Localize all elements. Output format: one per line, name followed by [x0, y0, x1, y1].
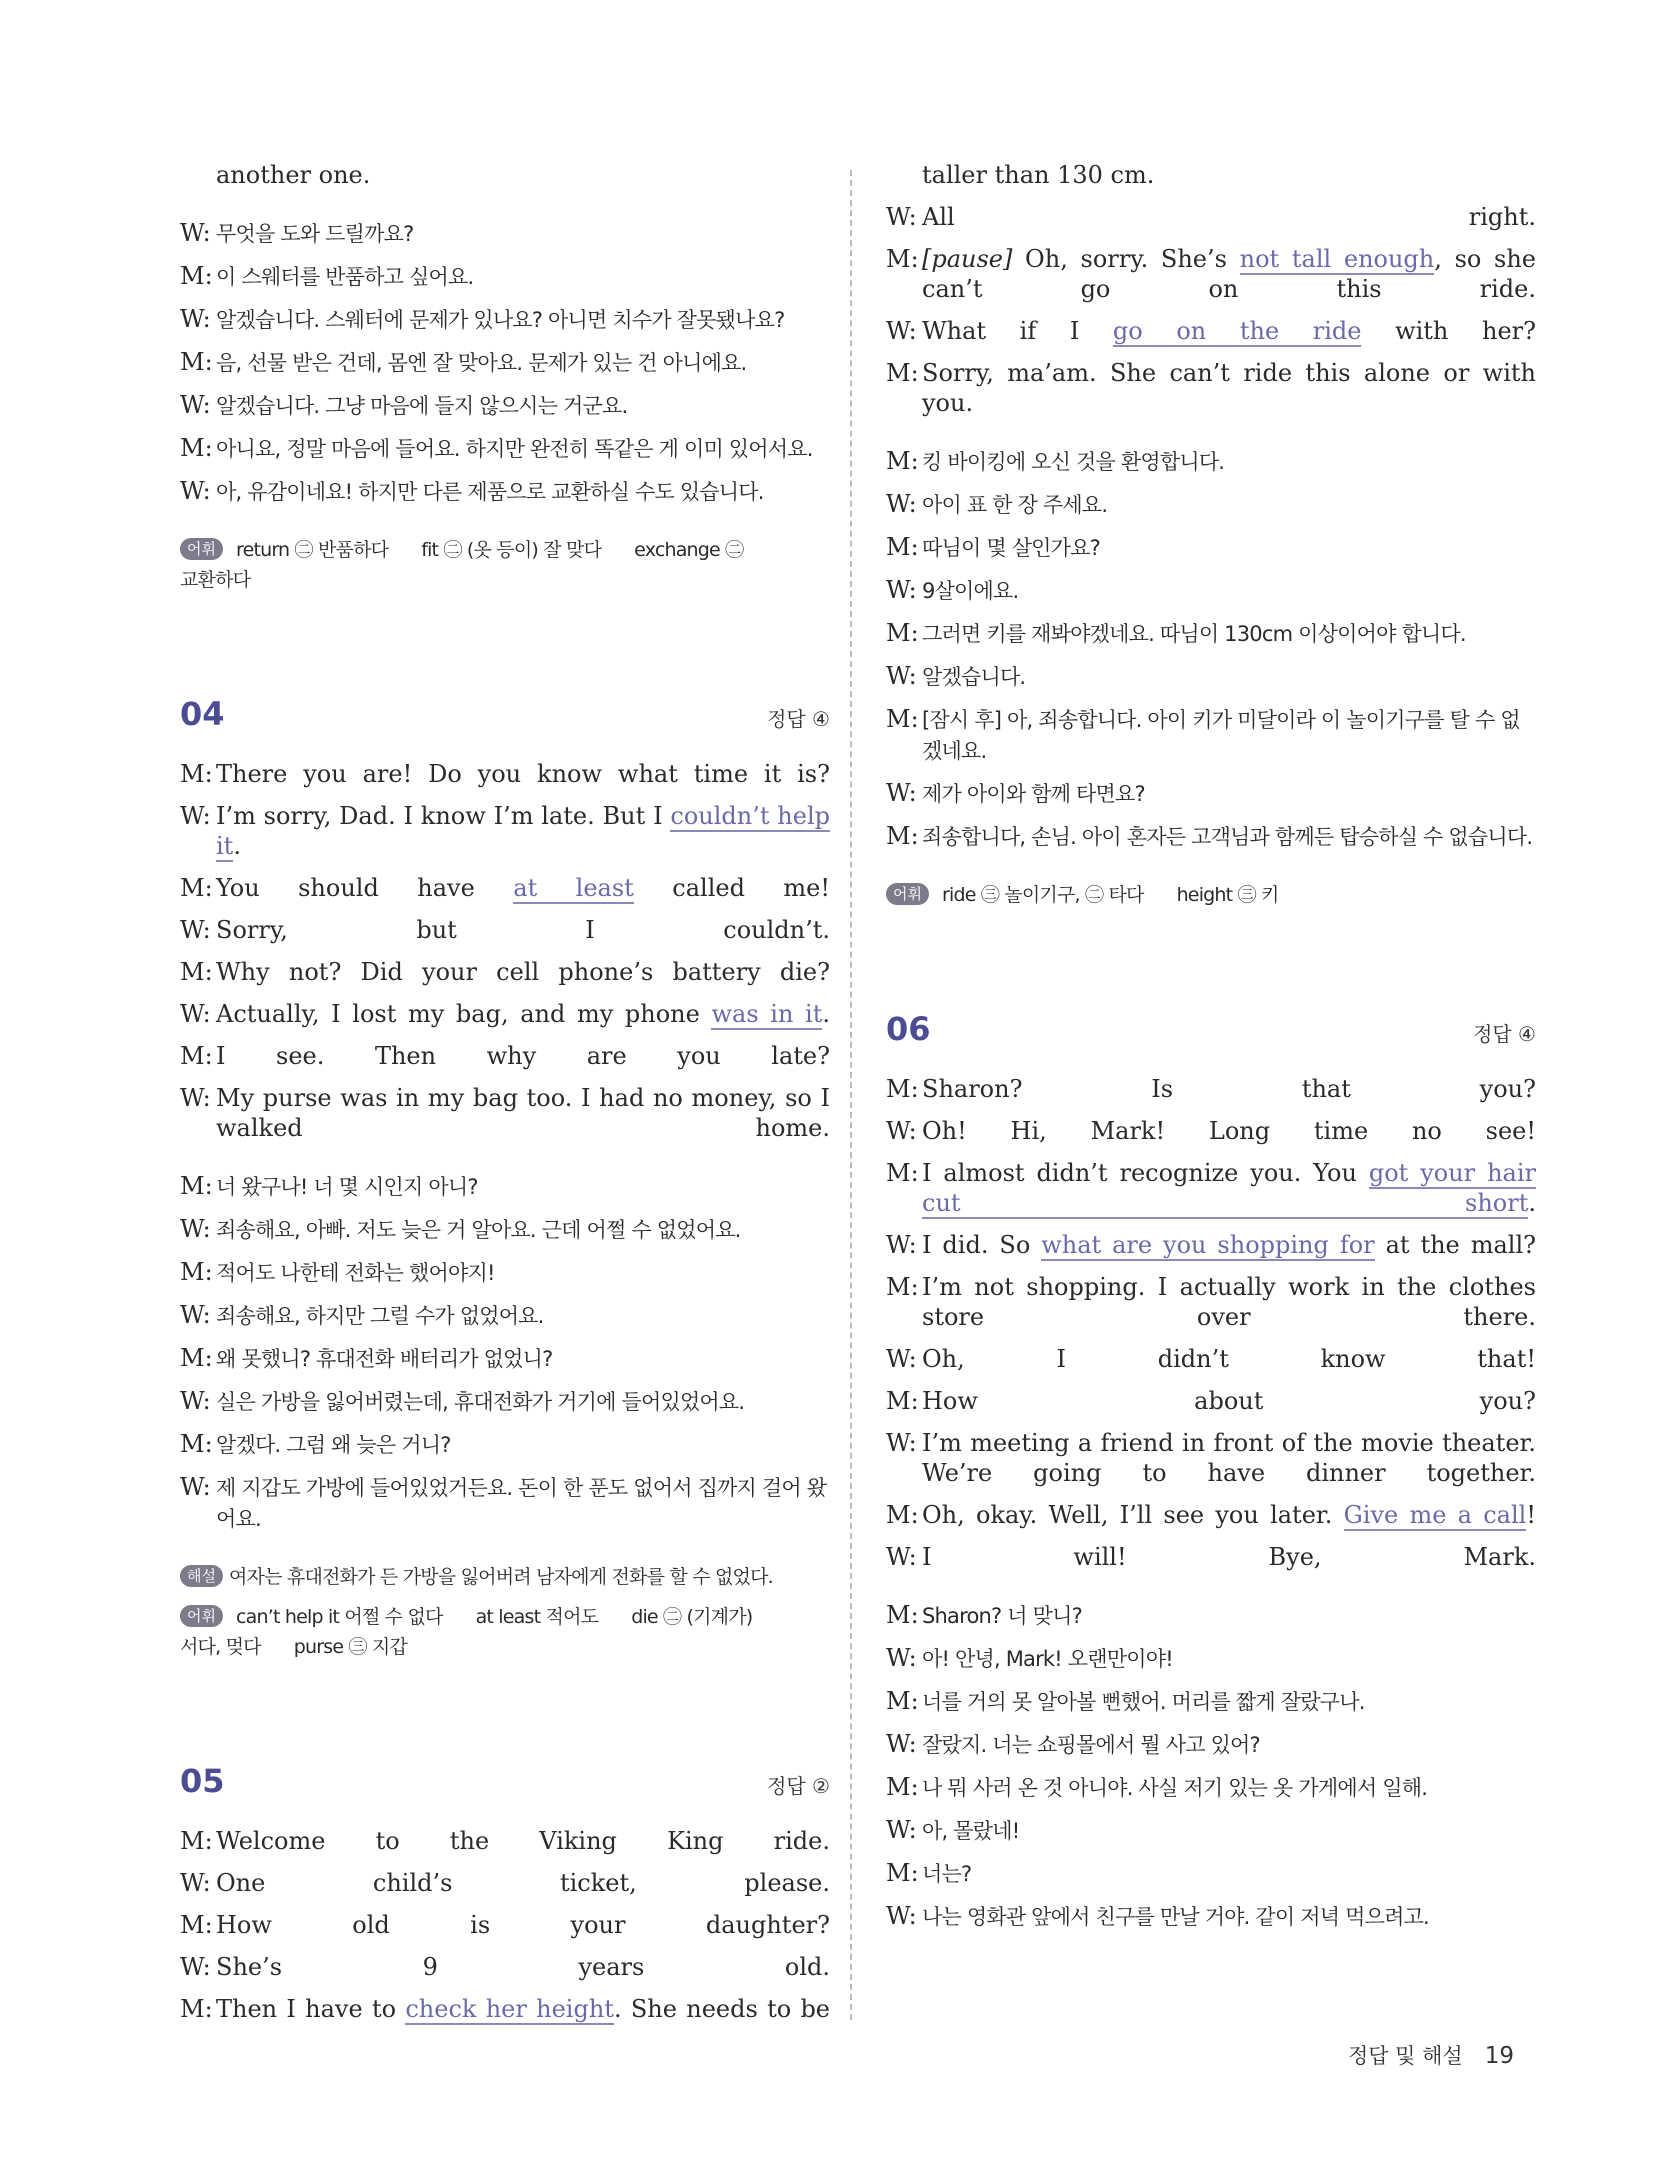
speaker-label: W: — [180, 219, 211, 247]
translation-line — [886, 575, 1536, 606]
key-phrase: Give me a call — [1343, 1501, 1527, 1529]
dialogue-line — [180, 1868, 830, 1898]
english-dialogue-05 — [180, 1826, 830, 2024]
dialogue-line — [180, 801, 830, 861]
speaker-label: W: — [886, 779, 917, 807]
translation-text: 나는 영화관 앞에서 친구를 만날 거야. 같이 저녁 먹으려고. — [922, 1905, 1429, 1929]
speaker-label: W: — [180, 1215, 211, 1243]
dialogue-text: What if I — [922, 317, 1113, 345]
translation-text: 아이 표 한 장 주세요. — [922, 493, 1108, 517]
translation-text: 죄송해요, 하지만 그럴 수가 없었어요. — [216, 1304, 544, 1328]
speaker-label: M: — [886, 359, 919, 387]
speaker-label: M: — [886, 1501, 919, 1529]
translation-line — [886, 1815, 1536, 1846]
dialogue-text: Sorry, but I couldn’t. — [216, 916, 830, 944]
dialogue-line — [886, 358, 1536, 418]
speaker-label: M: — [180, 434, 213, 462]
korean-translation-06 — [886, 1600, 1536, 1932]
answer-label: 정답 ④ — [767, 707, 830, 731]
dialogue-line — [886, 1116, 1536, 1146]
speaker-label: W: — [886, 317, 917, 345]
dialogue-text: One child’s ticket, please. — [216, 1869, 830, 1897]
translation-text: 죄송해요, 아빠. 저도 늦은 거 알아요. 근데 어쩔 수 없었어요. — [216, 1218, 741, 1242]
translation-line — [180, 261, 830, 292]
speaker-label: W: — [180, 1953, 211, 1981]
speaker-label: W: — [886, 1902, 917, 1930]
speaker-label: M: — [886, 1273, 919, 1301]
speaker-label: W: — [180, 1000, 211, 1028]
translation-text: 너는? — [922, 1862, 972, 1886]
dialogue-text: I will! Bye, Mark. — [922, 1543, 1536, 1571]
translation-line — [180, 1214, 830, 1245]
speaker-label: M: — [886, 1773, 919, 1801]
dialogue-text: There you are! Do you know what time it is? — [216, 760, 830, 788]
section-number: 04 — [180, 695, 225, 733]
dialogue-text: with her? — [1361, 317, 1536, 345]
translation-line — [180, 1429, 830, 1460]
dialogue-line — [180, 1083, 830, 1143]
speaker-label: W: — [180, 802, 211, 830]
translation-text: 너 왔구나! 너 몇 시인지 아니? — [216, 1175, 478, 1199]
speaker-label: M: — [886, 1601, 919, 1629]
dialogue-text: , so she can’t go on this ride. — [922, 245, 1536, 303]
dialogue-text: Sorry, ma’am. She can’t ride this alone or with you. — [922, 359, 1536, 417]
dialogue-text: . — [822, 1000, 830, 1028]
translation-line — [886, 532, 1536, 563]
dialogue-line — [886, 1500, 1536, 1530]
speaker-label: M: — [886, 1387, 919, 1415]
page-footer — [1348, 2040, 1514, 2070]
dialogue-text: She’s 9 years old. — [216, 1953, 830, 1981]
dialogue-line — [886, 316, 1536, 346]
dialogue-text: Oh, I didn’t know that! — [922, 1345, 1536, 1373]
dialogue-text: Welcome to the Viking King ride. — [216, 1827, 830, 1855]
speaker-label: W: — [886, 1345, 917, 1373]
dialogue-line — [886, 1344, 1536, 1374]
dialogue-line — [886, 1428, 1536, 1488]
translation-line — [886, 821, 1536, 852]
dialogue-text: I see. Then why are you late? — [216, 1042, 830, 1070]
translation-line — [886, 446, 1536, 477]
dialogue-line — [886, 1230, 1536, 1260]
dialogue-text: Actually, I lost my bag, and my phone — [216, 1000, 712, 1028]
section-number: 05 — [180, 1762, 225, 1800]
translation-line — [886, 1600, 1536, 1631]
translation-text: 왜 못했니? 휴대전화 배터리가 없었니? — [216, 1347, 553, 1371]
translation-text: 알겠다. 그럼 왜 늦은 거니? — [216, 1433, 451, 1457]
translation-text: 적어도 나한테 전화는 했어야지! — [216, 1261, 495, 1285]
translation-line — [180, 433, 830, 464]
answer-label: 정답 ② — [767, 1774, 830, 1798]
key-phrase: what are you shopping for — [1041, 1231, 1375, 1259]
speaker-label: M: — [886, 619, 919, 647]
translation-line — [180, 1386, 830, 1417]
key-phrase: not tall enough — [1239, 245, 1435, 273]
dialogue-text: You should have — [216, 874, 514, 902]
speaker-label: W: — [180, 1301, 211, 1329]
translation-line — [180, 304, 830, 335]
dialogue-text: Then I have to — [216, 1995, 406, 2023]
translation-line — [180, 476, 830, 507]
dialogue-line — [886, 1542, 1536, 1572]
translation-text: 아, 몰랐네! — [922, 1819, 1020, 1843]
continued-line: taller than 130 cm. — [922, 161, 1155, 189]
speaker-label: W: — [180, 1387, 211, 1415]
speaker-label: W: — [180, 477, 211, 505]
section-06-header — [886, 1010, 1536, 1060]
translation-text: 그러면 키를 재봐야겠네요. 따님이 130cm 이상이어야 합니다. — [922, 622, 1466, 646]
korean-translation-03 — [180, 218, 830, 507]
dialogue-line — [886, 202, 1536, 232]
footer-label: 정답 및 해설 — [1347, 2044, 1463, 2068]
translation-text: 알겠습니다. 스웨터에 문제가 있나요? 아니면 치수가 잘못됐나요? — [216, 308, 785, 332]
english-dialogue-05-cont — [886, 202, 1536, 418]
speaker-label: W: — [180, 1084, 211, 1112]
vocab-badge: 어휘 — [180, 538, 223, 560]
translation-text: 너를 거의 못 알아볼 뻔했어. 머리를 짧게 잘랐구나. — [922, 1690, 1365, 1714]
dialogue-text: I almost didn’t recognize you. You — [922, 1159, 1369, 1187]
speaker-label: W: — [886, 1231, 917, 1259]
column-divider — [850, 170, 852, 2020]
translation-text: 알겠습니다. — [922, 665, 1026, 689]
speaker-label: W: — [886, 662, 917, 690]
dialogue-text: . — [1528, 1189, 1536, 1217]
speaker-label: M: — [180, 1042, 213, 1070]
translation-text: 이 스웨터를 반품하고 싶어요. — [216, 265, 474, 289]
dialogue-line — [886, 1272, 1536, 1332]
speaker-label: W: — [180, 305, 211, 333]
dialogue-text: Oh, sorry. She’s — [1012, 245, 1240, 273]
translation-text: 무엇을 도와 드릴까요? — [216, 222, 414, 246]
translation-line — [886, 1686, 1536, 1717]
stage-direction: [pause] — [922, 245, 1013, 273]
key-phrase: couldn’t help it — [216, 802, 830, 860]
key-phrase: was in it — [711, 1000, 823, 1028]
speaker-label: W: — [180, 391, 211, 419]
translation-text: 제 지갑도 가방에 들어있었거든요. 돈이 한 푼도 없어서 집까지 걸어 왔어요. — [216, 1476, 827, 1531]
translation-text: 따님이 몇 살인가요? — [922, 536, 1100, 560]
speaker-label: M: — [886, 1687, 919, 1715]
key-phrase: check her height — [405, 1995, 614, 2023]
translation-text: 음, 선물 받은 건데, 몸엔 잘 맞아요. 문제가 있는 건 아니에요. — [216, 351, 747, 375]
continued-line: another one. — [216, 161, 371, 189]
vocab-block: 어휘 can’t help it 어쩔 수 없다 at least 적어도 die ㊁ (기계가) 서다, 멎다 purse ㊂ 지갑 — [180, 1606, 753, 1658]
speaker-label: W: — [886, 1543, 917, 1571]
section-04-header — [180, 695, 830, 745]
vocab-block: 어휘 return ㊁ 반품하다 fit ㊁ (옷 등이) 잘 맞다 exchange ㊁ 교환하다 — [180, 539, 744, 591]
dialogue-text: Sharon? Is that you? — [922, 1075, 1536, 1103]
dialogue-text: Oh, okay. Well, I’ll see you later. — [922, 1501, 1344, 1529]
dialogue-line — [180, 1910, 830, 1940]
dialogue-text: All right. — [922, 203, 1536, 231]
dialogue-line — [180, 1041, 830, 1071]
dialogue-line — [180, 1826, 830, 1856]
speaker-label: M: — [180, 262, 213, 290]
speaker-label: M: — [180, 1995, 213, 2023]
translation-line — [886, 1729, 1536, 1760]
speaker-label: M: — [180, 348, 213, 376]
translation-text: Sharon? 너 맞니? — [922, 1604, 1082, 1628]
section-05-header — [180, 1762, 830, 1812]
key-phrase: go on the ride — [1112, 317, 1362, 345]
speaker-label: W: — [886, 203, 917, 231]
explain-badge: 해설 — [180, 1565, 223, 1587]
dialogue-text: I did. So — [922, 1231, 1042, 1259]
translation-text: 아니요, 정말 마음에 들어요. 하지만 완전히 똑같은 게 이미 있어서요. — [216, 437, 813, 461]
dialogue-text: . — [233, 832, 241, 860]
dialogue-text: Why not? Did your cell phone’s battery die? — [216, 958, 830, 986]
translation-line — [886, 1858, 1536, 1889]
speaker-label: W: — [886, 1730, 917, 1758]
english-dialogue-04 — [180, 759, 830, 1143]
dialogue-text: I’m meeting a friend in front of the movie theater. We’re going to have dinner together. — [922, 1429, 1536, 1487]
translation-line — [886, 1772, 1536, 1803]
korean-translation-04 — [180, 1171, 830, 1534]
speaker-label: M: — [180, 1172, 213, 1200]
dialogue-line — [180, 1994, 830, 2024]
speaker-label: M: — [180, 1258, 213, 1286]
english-dialogue-06 — [886, 1074, 1536, 1572]
dialogue-text: How old is your daughter? — [216, 1911, 830, 1939]
speaker-label: M: — [180, 1827, 213, 1855]
speaker-label: W: — [886, 1644, 917, 1672]
translation-text: 아, 유감이네요! 하지만 다른 제품으로 교환하실 수도 있습니다. — [216, 480, 764, 504]
key-phrase: got your hair cut short — [922, 1159, 1536, 1217]
dialogue-line — [180, 915, 830, 945]
dialogue-line — [180, 759, 830, 789]
translation-text: 죄송합니다, 손님. 아이 혼자든 고객님과 함께든 탑승하실 수 없습니다. — [922, 825, 1533, 849]
speaker-label: W: — [886, 576, 917, 604]
translation-text: 실은 가방을 잃어버렸는데, 휴대전화가 거기에 들어있었어요. — [216, 1390, 745, 1414]
dialogue-text: Oh! Hi, Mark! Long time no see! — [922, 1117, 1536, 1145]
translation-line — [886, 661, 1536, 692]
vocab-block: 어휘 ride ㊂ 놀이기구, ㊁ 타다 height ㊂ 키 — [886, 880, 1536, 910]
translation-line — [886, 704, 1536, 766]
dialogue-text: My purse was in my bag too. I had no money, so I walked home. — [216, 1084, 830, 1142]
speaker-label: M: — [886, 245, 919, 273]
speaker-label: M: — [886, 822, 919, 850]
speaker-label: M: — [180, 958, 213, 986]
dialogue-line — [886, 244, 1536, 304]
translation-text: 알겠습니다. 그냥 마음에 들지 않으시는 거군요. — [216, 394, 628, 418]
translation-line — [180, 1343, 830, 1374]
dialogue-text: How about you? — [922, 1387, 1536, 1415]
dialogue-line — [180, 957, 830, 987]
translation-line — [180, 1171, 830, 1202]
speaker-label: W: — [180, 916, 211, 944]
speaker-label: W: — [180, 1869, 211, 1897]
dialogue-line — [886, 1074, 1536, 1104]
page-number: 19 — [1484, 2043, 1514, 2069]
dialogue-text: ! — [1526, 1501, 1536, 1529]
speaker-label: M: — [886, 705, 919, 733]
translation-line — [180, 218, 830, 249]
speaker-label: W: — [886, 490, 917, 518]
speaker-label: M: — [180, 1911, 213, 1939]
section-number: 06 — [886, 1010, 931, 1048]
translation-line — [180, 347, 830, 378]
translation-line — [180, 1472, 830, 1534]
speaker-label: M: — [886, 1859, 919, 1887]
translation-text: 잘랐지. 너는 쇼핑몰에서 뭘 사고 있어? — [922, 1733, 1260, 1757]
translation-line — [886, 1901, 1536, 1932]
speaker-label: W: — [180, 1473, 211, 1501]
translation-line — [886, 1643, 1536, 1674]
speaker-label: M: — [180, 1344, 213, 1372]
left-column — [180, 160, 830, 2036]
speaker-label: M: — [180, 874, 213, 902]
dialogue-line — [886, 1386, 1536, 1416]
vocab-badge: 어휘 — [886, 883, 929, 905]
dialogue-line — [180, 1952, 830, 1982]
dialogue-line — [886, 1158, 1536, 1218]
explain-block: 해설 여자는 휴대전화가 든 가방을 잃어버려 남자에게 전화를 할 수 없었다. — [180, 1562, 830, 1592]
speaker-label: M: — [886, 447, 919, 475]
speaker-label: M: — [886, 1075, 919, 1103]
dialogue-line — [180, 999, 830, 1029]
speaker-label: W: — [886, 1816, 917, 1844]
dialogue-line — [180, 873, 830, 903]
speaker-label: W: — [886, 1117, 917, 1145]
translation-line — [886, 618, 1536, 649]
speaker-label: M: — [180, 1430, 213, 1458]
speaker-label: M: — [180, 760, 213, 788]
speaker-label: W: — [886, 1429, 917, 1457]
translation-line — [886, 778, 1536, 809]
speaker-label: M: — [886, 533, 919, 561]
translation-line — [180, 1300, 830, 1331]
translation-text: 제가 아이와 함께 타면요? — [922, 782, 1145, 806]
right-column — [886, 160, 1536, 1944]
answer-label: 정답 ④ — [1473, 1022, 1536, 1046]
key-phrase: at least — [513, 874, 634, 902]
translation-text: 9살이에요. — [922, 579, 1019, 603]
translation-line — [180, 390, 830, 421]
translation-line — [180, 1257, 830, 1288]
korean-translation-05 — [886, 446, 1536, 852]
translation-line — [886, 489, 1536, 520]
dialogue-text: I’m sorry, Dad. I know I’m late. But I — [216, 802, 671, 830]
vocab-badge: 어휘 — [180, 1605, 223, 1627]
dialogue-text: . She needs to be — [613, 1995, 831, 2023]
translation-text: [잠시 후] 아, 죄송합니다. 아이 키가 미달이라 이 놀이기구를 탈 수 없겠네요. — [922, 708, 1520, 763]
dialogue-text: at the mall? — [1374, 1231, 1536, 1259]
dialogue-text: I’m not shopping. I actually work in the clothes store over there. — [922, 1273, 1536, 1331]
translation-text: 나 뭐 사러 온 것 아니야. 사실 저기 있는 옷 가게에서 일해. — [922, 1776, 1428, 1800]
dialogue-text: called me! — [633, 874, 831, 902]
translation-text: 킹 바이킹에 오신 것을 환영합니다. — [922, 450, 1225, 474]
translation-text: 아! 안녕, Mark! 오랜만이야! — [922, 1647, 1173, 1671]
speaker-label: M: — [886, 1159, 919, 1187]
